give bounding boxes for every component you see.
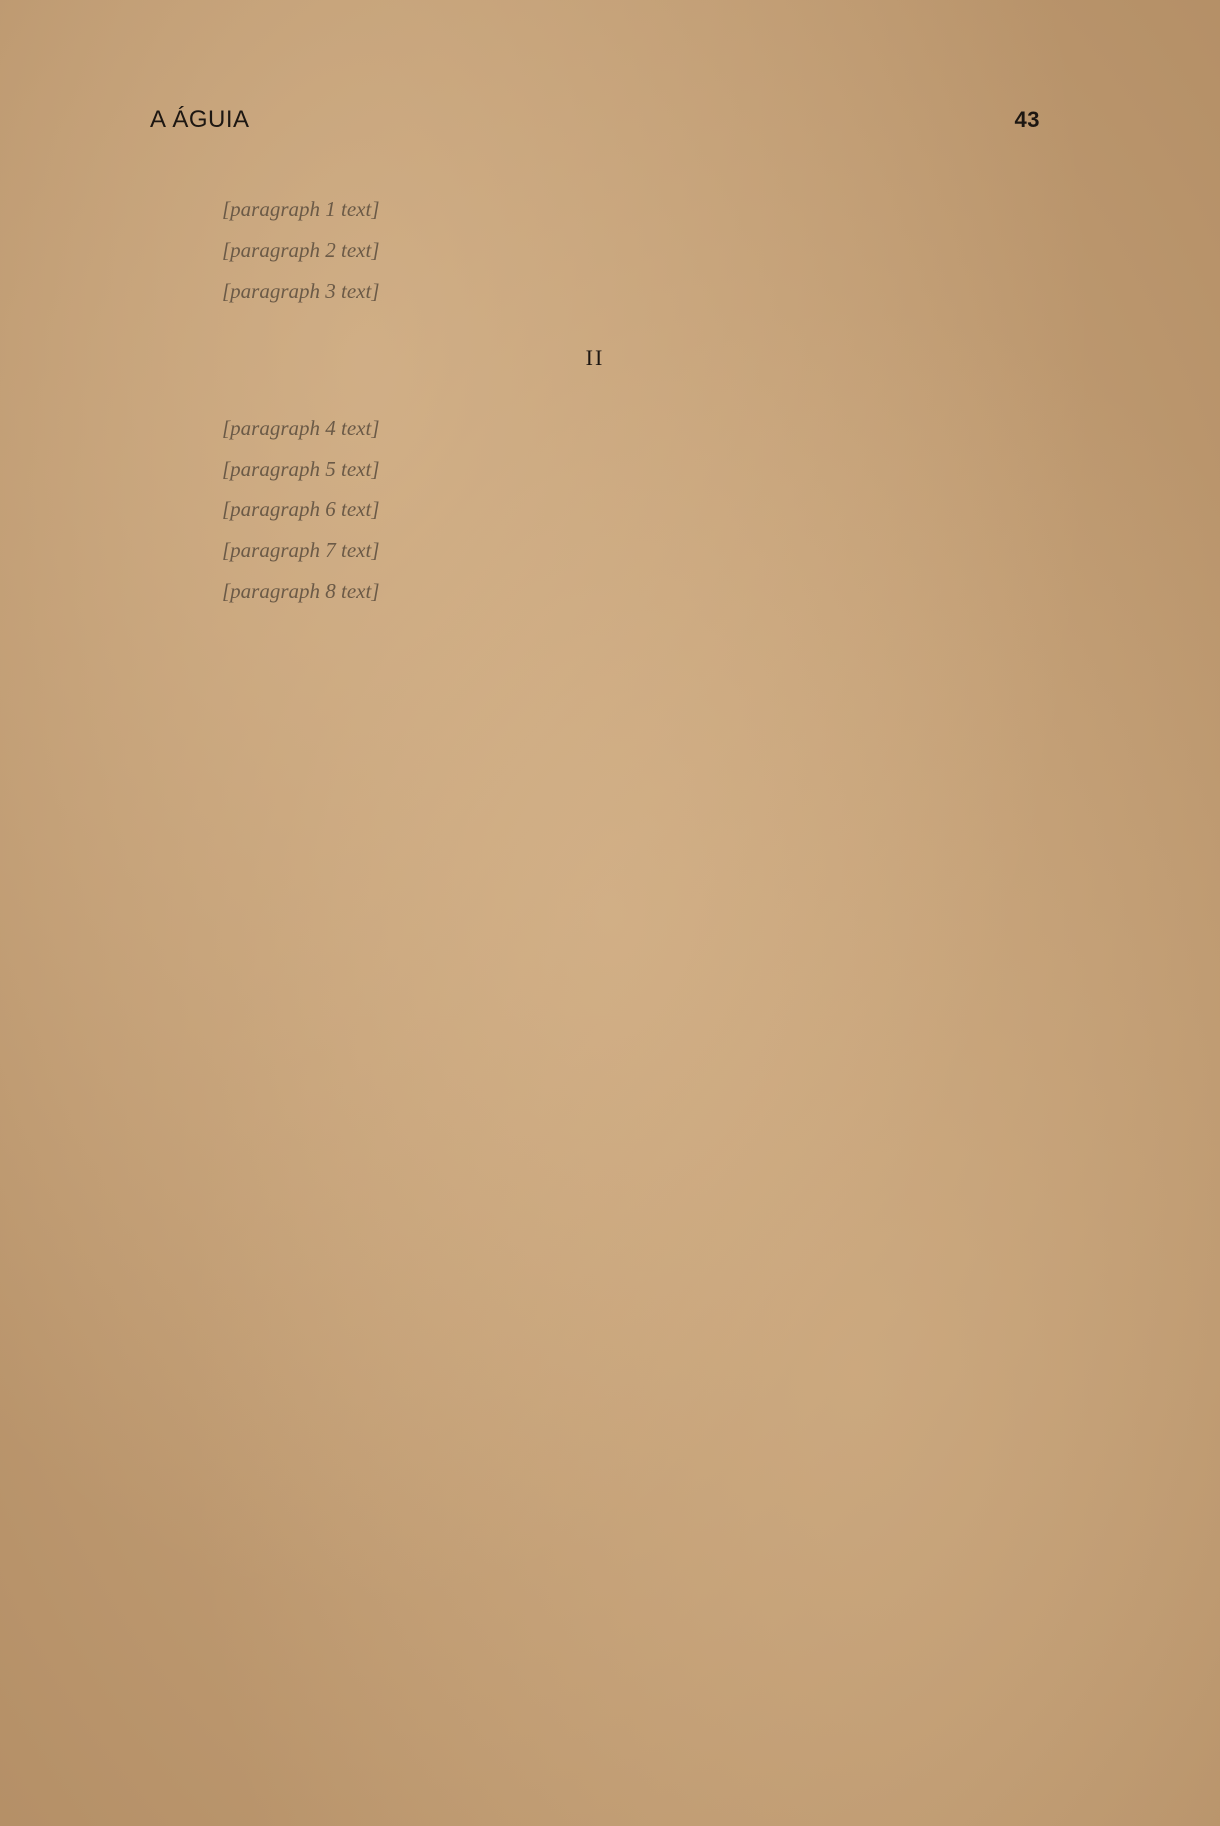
section-heading: II [585, 344, 605, 370]
document-page [150, 95, 1040, 619]
paragraph: [paragraph 3 text] [222, 278, 380, 303]
body-text-part-2 [150, 415, 1040, 605]
paragraph: [paragraph 7 text] [222, 538, 380, 563]
running-header [150, 95, 1040, 134]
paragraph: [paragraph 8 text] [222, 579, 380, 604]
paragraph: [paragraph 6 text] [222, 497, 380, 522]
body-text-part-1 [150, 196, 1040, 305]
journal-title: A ÁGUIA [150, 106, 250, 133]
page-number: 43 [1014, 107, 1040, 132]
paragraph: [paragraph 2 text] [222, 237, 380, 262]
paragraph: [paragraph 4 text] [222, 415, 380, 440]
paragraph: [paragraph 5 text] [222, 456, 380, 481]
paragraph: [paragraph 1 text] [222, 197, 380, 221]
